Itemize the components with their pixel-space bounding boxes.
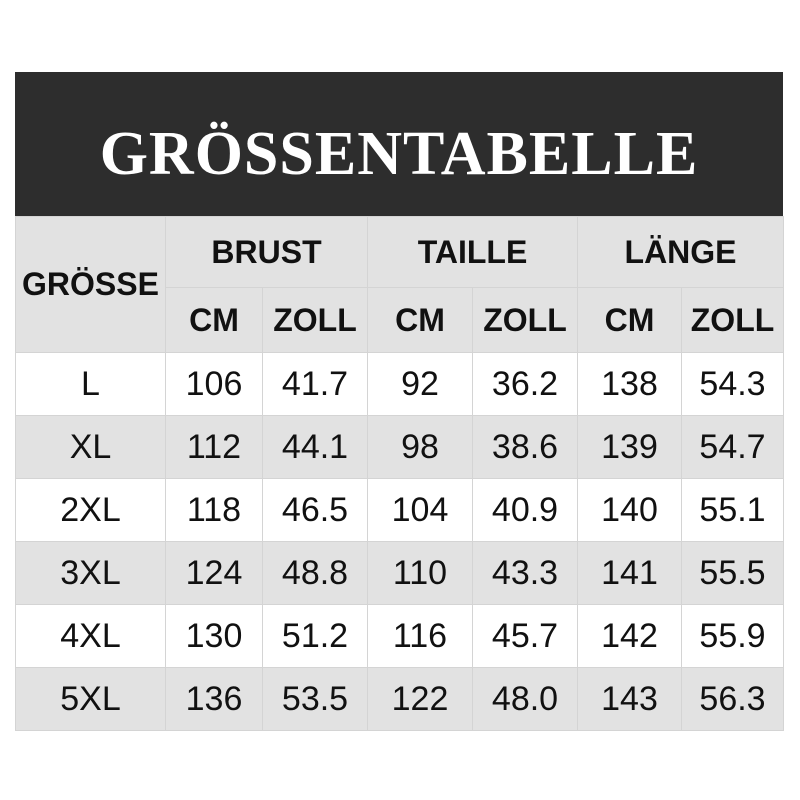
value-cell: 45.7 <box>473 605 578 668</box>
table-row <box>16 542 784 605</box>
value-cell: 140 <box>578 479 682 542</box>
value-cell: 122 <box>368 668 473 731</box>
value-cell: 141 <box>578 542 682 605</box>
value-cell: 38.6 <box>473 416 578 479</box>
size-cell: XL <box>16 416 166 479</box>
value-cell: 43.3 <box>473 542 578 605</box>
column-group-laenge: LÄNGE <box>578 217 784 288</box>
value-cell: 54.3 <box>682 353 784 416</box>
title-banner <box>15 72 783 216</box>
value-cell: 106 <box>166 353 263 416</box>
value-cell: 92 <box>368 353 473 416</box>
value-cell: 56.3 <box>682 668 784 731</box>
size-cell: 2XL <box>16 479 166 542</box>
column-group-taille: TAILLE <box>368 217 578 288</box>
value-cell: 48.8 <box>263 542 368 605</box>
value-cell: 40.9 <box>473 479 578 542</box>
value-cell: 98 <box>368 416 473 479</box>
value-cell: 138 <box>578 353 682 416</box>
value-cell: 104 <box>368 479 473 542</box>
size-cell: 3XL <box>16 542 166 605</box>
value-cell: 55.5 <box>682 542 784 605</box>
value-cell: 53.5 <box>263 668 368 731</box>
value-cell: 130 <box>166 605 263 668</box>
value-cell: 48.0 <box>473 668 578 731</box>
value-cell: 116 <box>368 605 473 668</box>
value-cell: 36.2 <box>473 353 578 416</box>
table-header <box>16 217 784 353</box>
table-row <box>16 605 784 668</box>
value-cell: 51.2 <box>263 605 368 668</box>
value-cell: 143 <box>578 668 682 731</box>
table-row <box>16 479 784 542</box>
unit-header: CM <box>368 288 473 353</box>
column-group-brust: BRUST <box>166 217 368 288</box>
table-row <box>16 668 784 731</box>
header-row-groups <box>16 217 784 288</box>
unit-header: CM <box>166 288 263 353</box>
size-cell: 5XL <box>16 668 166 731</box>
value-cell: 118 <box>166 479 263 542</box>
unit-header: ZOLL <box>682 288 784 353</box>
value-cell: 55.1 <box>682 479 784 542</box>
size-chart <box>15 72 783 726</box>
value-cell: 55.9 <box>682 605 784 668</box>
value-cell: 124 <box>166 542 263 605</box>
value-cell: 136 <box>166 668 263 731</box>
table-row <box>16 416 784 479</box>
size-cell: 4XL <box>16 605 166 668</box>
value-cell: 41.7 <box>263 353 368 416</box>
unit-header: ZOLL <box>473 288 578 353</box>
size-table <box>15 216 784 731</box>
column-header-size: GRÖSSE <box>16 217 166 353</box>
value-cell: 110 <box>368 542 473 605</box>
size-cell: L <box>16 353 166 416</box>
value-cell: 54.7 <box>682 416 784 479</box>
value-cell: 112 <box>166 416 263 479</box>
unit-header: ZOLL <box>263 288 368 353</box>
unit-header: CM <box>578 288 682 353</box>
page-title: GRÖSSENTABELLE <box>99 120 699 188</box>
value-cell: 46.5 <box>263 479 368 542</box>
value-cell: 44.1 <box>263 416 368 479</box>
table-body <box>16 353 784 731</box>
value-cell: 139 <box>578 416 682 479</box>
table-row <box>16 353 784 416</box>
value-cell: 142 <box>578 605 682 668</box>
